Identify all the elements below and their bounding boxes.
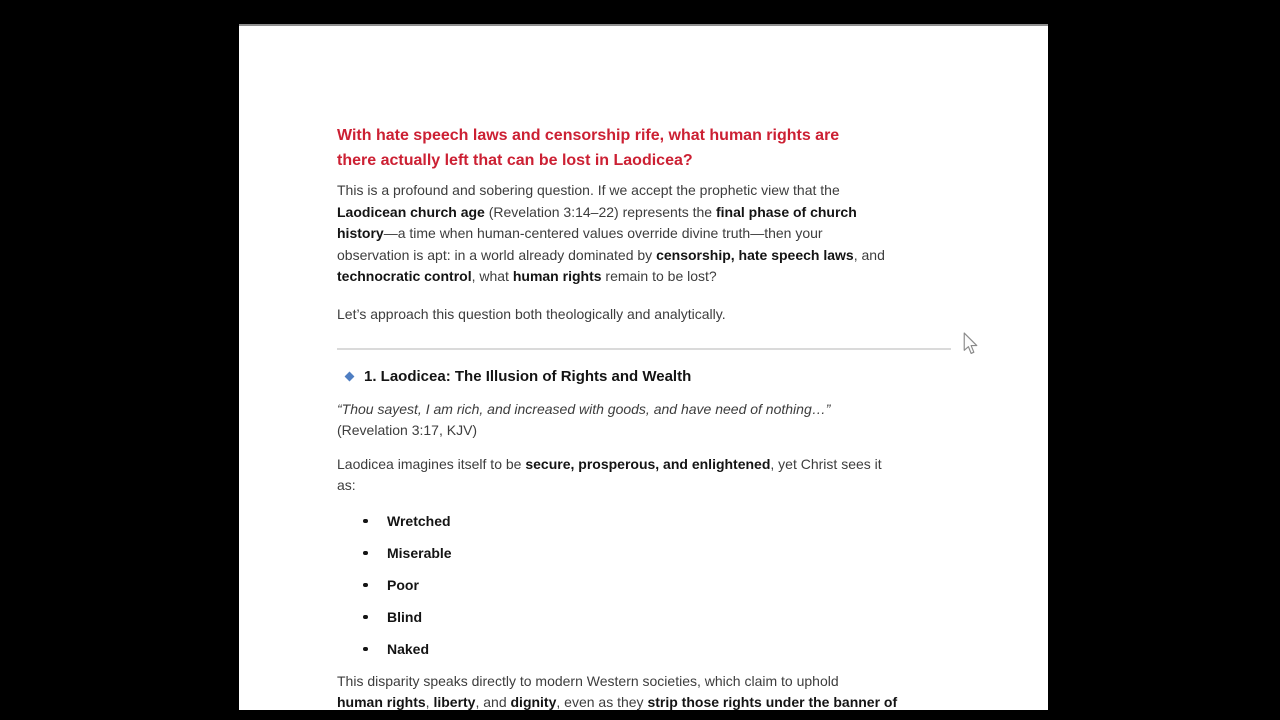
intro-paragraph: This is a profound and sobering question. If we accept the prophetic view that the Laodicean church age (Revelation 3:14–22) represents the final phase of church history—a time when human-centered values override divine truth—then your observation is apt: in a world already dominated by censorship, hate speech laws, and technocratic control, what human rights remain to be lost?: [337, 182, 885, 284]
section-divider: [337, 348, 951, 350]
list-item: Poor: [337, 575, 951, 597]
user-question-heading: With hate speech laws and censorship rife, what human rights are there actually left that can be lost in Laodicea?: [337, 127, 840, 169]
list-item: Miserable: [337, 543, 951, 565]
document-page: [239, 24, 1048, 710]
section-1-title: 1. Laodicea: The Illusion of Rights and Wealth: [364, 368, 692, 385]
scripture-quote: “Thou sayest, I am rich, and increased with goods, and have need of nothing…” (Revelation 3:17, KJV): [337, 400, 831, 438]
christ-sees-list: [337, 511, 951, 661]
section-1-heading: [337, 366, 951, 388]
list-item: Blind: [337, 607, 951, 629]
disparity-paragraph: This disparity speaks directly to modern Western societies, which claim to uphold human rights, liberty, and dignity, even as they strip those rights under the banner of: [337, 672, 898, 710]
document-content: [239, 26, 1048, 710]
list-item: Naked: [337, 639, 951, 661]
laodicea-imagines-paragraph: Laodicea imagines itself to be secure, prosperous, and enlightened, yet Christ sees it as:: [337, 455, 882, 493]
list-item: Wretched: [337, 511, 951, 533]
diamond-bullet-icon: [345, 372, 355, 382]
approach-paragraph: Let’s approach this question both theologically and analytically.: [337, 305, 726, 322]
